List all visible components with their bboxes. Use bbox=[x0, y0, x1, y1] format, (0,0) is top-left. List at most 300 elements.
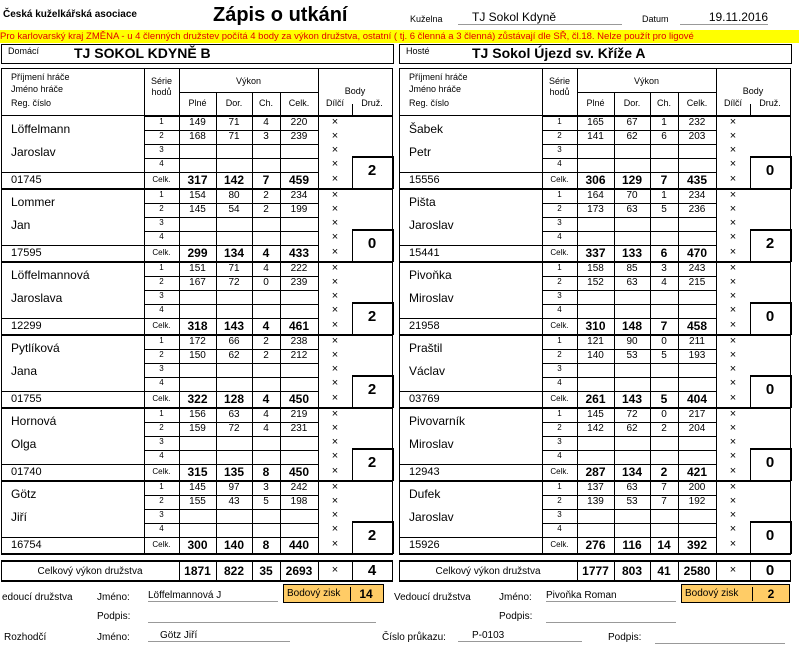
x-mark: × bbox=[331, 495, 339, 507]
grid-line bbox=[352, 375, 392, 377]
player-reg: 12943 bbox=[409, 466, 440, 478]
grid-line bbox=[750, 229, 790, 231]
grid-line bbox=[399, 553, 791, 555]
series-value: 3 bbox=[263, 482, 269, 493]
team-total-label: Celkový výkon družstva bbox=[37, 566, 143, 577]
referee-sign-line[interactable] bbox=[655, 643, 785, 644]
player-firstname: Jaroslav bbox=[409, 218, 454, 232]
grid-line bbox=[790, 448, 792, 481]
player-block bbox=[1, 335, 393, 408]
player-firstname: Jana bbox=[11, 364, 38, 378]
series-value: 70 bbox=[626, 190, 638, 201]
home-leader-label: edoucí družstva bbox=[2, 592, 73, 603]
home-score-value: 14 bbox=[350, 587, 381, 601]
player-total-value: 4 bbox=[262, 392, 270, 406]
series-value: 62 bbox=[626, 423, 638, 434]
date-label: Datum bbox=[642, 14, 669, 24]
home-team-name: TJ SOKOL KDYNĚ B bbox=[74, 45, 211, 61]
player-block bbox=[1, 481, 393, 554]
x-mark: × bbox=[331, 509, 339, 521]
series-number: 4 bbox=[557, 232, 562, 241]
referee-card[interactable]: P-0103 bbox=[458, 630, 582, 642]
x-mark: × bbox=[331, 335, 339, 347]
player-block bbox=[399, 116, 791, 189]
series-value: 203 bbox=[688, 131, 706, 142]
player-total-value: 299 bbox=[187, 246, 208, 260]
player-total-value: 7 bbox=[660, 319, 668, 333]
grid-line bbox=[399, 580, 791, 582]
x-mark: × bbox=[331, 203, 339, 215]
series-value: 4 bbox=[263, 409, 269, 420]
x-mark: × bbox=[331, 465, 339, 477]
grid-line bbox=[790, 302, 792, 335]
series-number: 1 bbox=[557, 482, 562, 491]
series-value: 234 bbox=[290, 190, 308, 201]
team-total-value: 1777 bbox=[582, 564, 609, 578]
player-surname: Šabek bbox=[409, 122, 444, 136]
x-mark: × bbox=[331, 276, 339, 288]
series-value: 145 bbox=[189, 482, 206, 493]
referee-card-label: Číslo průkazu: bbox=[382, 632, 446, 643]
firstname-header: Jméno hráče bbox=[11, 84, 64, 94]
player-total-value: 433 bbox=[288, 246, 310, 260]
grid-line bbox=[399, 68, 400, 116]
total-row-label: Celk. bbox=[550, 394, 569, 403]
grid-line bbox=[790, 156, 792, 189]
player-total-value: 143 bbox=[223, 319, 245, 333]
grid-line bbox=[750, 375, 790, 377]
series-value: 7 bbox=[661, 496, 667, 507]
series-value: 149 bbox=[189, 117, 206, 128]
player-surname: Lommer bbox=[11, 195, 56, 209]
grid-line bbox=[1, 116, 2, 189]
player-points: 2 bbox=[765, 235, 775, 252]
x-mark: × bbox=[331, 408, 339, 420]
series-value: 2 bbox=[263, 336, 269, 347]
guest-team-header bbox=[399, 44, 792, 64]
series-value: 72 bbox=[228, 423, 240, 434]
home-leader-name[interactable]: Löffelmannová J bbox=[148, 590, 278, 602]
home-score-box bbox=[283, 584, 384, 603]
x-mark: × bbox=[729, 203, 737, 215]
player-total-value: 4 bbox=[262, 246, 270, 260]
player-reg: 16754 bbox=[11, 539, 42, 551]
player-surname: Pišta bbox=[409, 195, 436, 209]
grid-line bbox=[790, 229, 792, 262]
series-value: 151 bbox=[189, 263, 206, 274]
player-firstname: Václav bbox=[409, 364, 446, 378]
grid-line bbox=[750, 448, 790, 450]
guest-leader-name-label: Jméno: bbox=[499, 592, 532, 603]
player-surname: Praštil bbox=[409, 341, 443, 355]
series-value: 232 bbox=[688, 117, 706, 128]
series-value: 239 bbox=[290, 277, 308, 288]
player-total-value: 435 bbox=[686, 173, 708, 187]
team-total-value: 803 bbox=[621, 564, 643, 578]
series-number: 1 bbox=[159, 263, 164, 272]
player-total-value: 116 bbox=[622, 538, 642, 552]
player-total-value: 5 bbox=[660, 392, 668, 406]
series-value: 198 bbox=[290, 496, 308, 507]
series-number: 4 bbox=[557, 451, 562, 460]
player-total-value: 129 bbox=[621, 173, 643, 187]
series-value: 4 bbox=[263, 263, 269, 274]
player-total-value: 322 bbox=[187, 392, 208, 406]
total-row-label: Celk. bbox=[152, 175, 171, 184]
series-value: 3 bbox=[661, 263, 667, 274]
player-reg: 12299 bbox=[11, 320, 42, 332]
series-value: 193 bbox=[688, 350, 706, 361]
home-sign-line[interactable] bbox=[148, 622, 376, 623]
series-value: 159 bbox=[189, 423, 206, 434]
total-row-label: Celk. bbox=[152, 540, 171, 549]
x-mark: × bbox=[729, 481, 737, 493]
x-mark: × bbox=[331, 564, 339, 576]
grid-line bbox=[790, 408, 791, 448]
x-mark: × bbox=[729, 173, 737, 185]
player-total-value: 315 bbox=[187, 465, 208, 479]
x-mark: × bbox=[729, 217, 737, 229]
series-value: 80 bbox=[228, 190, 240, 201]
player-total-value: 2 bbox=[660, 465, 668, 479]
grid-line bbox=[1, 318, 144, 319]
grid-line bbox=[392, 302, 394, 335]
grid-line bbox=[1, 553, 393, 555]
player-total-value: 276 bbox=[585, 538, 606, 552]
player-surname: Hornová bbox=[11, 414, 57, 428]
series-value: 4 bbox=[263, 423, 269, 434]
date-value: 19.11.2016 bbox=[680, 10, 768, 25]
x-mark: × bbox=[729, 495, 737, 507]
home-team-label: Domácí bbox=[8, 46, 40, 56]
guest-score-label: Bodový zisk bbox=[685, 588, 739, 599]
grid-line bbox=[392, 375, 394, 408]
player-surname: Dufek bbox=[409, 487, 441, 501]
x-mark: × bbox=[729, 436, 737, 448]
guest-leader-name[interactable]: Pivoňka Roman bbox=[546, 590, 676, 602]
series-value: 220 bbox=[290, 117, 308, 128]
series-number: 2 bbox=[557, 350, 562, 359]
team-points: 0 bbox=[765, 562, 775, 579]
grid-line bbox=[399, 391, 542, 392]
series-value: 0 bbox=[661, 336, 667, 347]
series-value: 200 bbox=[688, 482, 706, 493]
player-block bbox=[399, 335, 791, 408]
grid-line bbox=[790, 189, 791, 229]
series-value: 217 bbox=[688, 409, 706, 420]
series-value: 215 bbox=[688, 277, 706, 288]
home-team-header bbox=[1, 44, 394, 64]
grid-line bbox=[1, 262, 2, 335]
player-reg: 15556 bbox=[409, 174, 440, 186]
x-mark: × bbox=[331, 319, 339, 331]
player-points: 2 bbox=[367, 527, 377, 544]
series-value: 0 bbox=[263, 277, 269, 288]
total-row-label: Celk. bbox=[152, 248, 171, 257]
player-total-value: 317 bbox=[187, 173, 208, 187]
player-points: 0 bbox=[765, 381, 775, 398]
grid-line bbox=[1, 68, 2, 116]
body-header: Body bbox=[742, 86, 764, 96]
grid-line bbox=[790, 262, 791, 302]
x-mark: × bbox=[729, 144, 737, 156]
grid-line bbox=[790, 116, 791, 156]
player-firstname: Petr bbox=[409, 145, 432, 159]
player-total-value: 287 bbox=[585, 465, 606, 479]
grid-line bbox=[577, 92, 716, 93]
home-sign-label: Podpis: bbox=[97, 611, 131, 622]
player-total-value: 134 bbox=[621, 465, 643, 479]
series-number: 4 bbox=[159, 159, 164, 168]
player-total-value: 300 bbox=[187, 538, 208, 552]
reg-header: Reg. číslo bbox=[409, 98, 450, 108]
series-value: 165 bbox=[587, 117, 604, 128]
grid-line bbox=[352, 229, 392, 231]
series-value: 212 bbox=[290, 350, 308, 361]
player-total-value: 4 bbox=[262, 319, 270, 333]
x-mark: × bbox=[729, 349, 737, 361]
series-value: 97 bbox=[228, 482, 240, 493]
grid-line bbox=[1, 464, 144, 465]
guest-team-label: Hosté bbox=[406, 46, 430, 56]
player-total-value: 6 bbox=[660, 246, 668, 260]
series-value: 242 bbox=[290, 482, 308, 493]
x-mark: × bbox=[331, 538, 339, 550]
series-number: 2 bbox=[159, 350, 164, 359]
total-row-label: Celk. bbox=[550, 248, 569, 257]
player-total-value: 337 bbox=[585, 246, 606, 260]
player-firstname: Jaroslav bbox=[409, 510, 454, 524]
x-mark: × bbox=[331, 436, 339, 448]
series-number: 4 bbox=[159, 232, 164, 241]
series-value: 2 bbox=[661, 423, 667, 434]
referee-label: Rozhodčí bbox=[4, 632, 47, 643]
team-points: 4 bbox=[367, 562, 377, 579]
player-reg: 01755 bbox=[11, 393, 42, 405]
series-number: 4 bbox=[557, 524, 562, 533]
series-number: 2 bbox=[557, 496, 562, 505]
series-number: 3 bbox=[557, 291, 562, 300]
grid-line bbox=[399, 560, 791, 562]
series-number: 1 bbox=[557, 190, 562, 199]
grid-line bbox=[352, 521, 392, 523]
series-number: 3 bbox=[159, 364, 164, 373]
player-reg: 21958 bbox=[409, 320, 440, 332]
firstname-header: Jméno hráče bbox=[409, 84, 462, 94]
grid-line bbox=[399, 481, 400, 554]
celk-header: Celk. bbox=[686, 98, 708, 108]
x-mark: × bbox=[331, 481, 339, 493]
x-mark: × bbox=[729, 538, 737, 550]
grid-line bbox=[1, 172, 144, 173]
grid-line bbox=[1, 408, 2, 481]
ch-header: Ch. bbox=[656, 98, 671, 108]
series-value: 211 bbox=[689, 336, 705, 347]
series-value: 239 bbox=[290, 131, 308, 142]
player-total-value: 14 bbox=[657, 538, 671, 552]
total-row-label: Celk. bbox=[152, 394, 171, 403]
series-value: 172 bbox=[189, 336, 206, 347]
player-total-value: 143 bbox=[621, 392, 643, 406]
player-points: 0 bbox=[765, 308, 775, 325]
grid-line bbox=[1, 245, 144, 246]
ch-header: Ch. bbox=[258, 98, 273, 108]
x-mark: × bbox=[331, 144, 339, 156]
grid-line bbox=[392, 229, 394, 262]
total-row-label: Celk. bbox=[152, 321, 171, 330]
grid-line bbox=[399, 464, 542, 465]
player-reg: 03769 bbox=[409, 393, 440, 405]
series-value: 145 bbox=[587, 409, 604, 420]
series-value: 6 bbox=[661, 131, 667, 142]
referee-name[interactable]: Götz Jiří bbox=[148, 630, 290, 642]
x-mark: × bbox=[331, 523, 339, 535]
grid-line bbox=[1, 68, 392, 69]
series-number: 4 bbox=[557, 159, 562, 168]
series-number: 1 bbox=[159, 117, 164, 126]
x-mark: × bbox=[729, 363, 737, 375]
player-points: 0 bbox=[765, 527, 775, 544]
grid-line bbox=[392, 116, 393, 156]
player-reg: 01745 bbox=[11, 174, 42, 186]
series-value: 168 bbox=[189, 131, 206, 142]
series-header: Série bbox=[548, 76, 570, 86]
series-value: 63 bbox=[626, 482, 638, 493]
referee-sign-label: Podpis: bbox=[608, 632, 642, 643]
series-number: 4 bbox=[159, 524, 164, 533]
series-value: 231 bbox=[290, 423, 308, 434]
player-total-value: 148 bbox=[621, 319, 643, 333]
player-block bbox=[399, 189, 791, 262]
player-total-value: 134 bbox=[223, 246, 245, 260]
series-number: 1 bbox=[557, 263, 562, 272]
series-value: 53 bbox=[626, 350, 638, 361]
grid-line bbox=[399, 408, 400, 481]
grid-line bbox=[399, 116, 400, 189]
series-value: 155 bbox=[189, 496, 206, 507]
series-number: 4 bbox=[159, 305, 164, 314]
dilci-header: Dílčí bbox=[724, 98, 742, 108]
series-value: 142 bbox=[587, 423, 604, 434]
x-mark: × bbox=[729, 262, 737, 274]
team-total-value: 2693 bbox=[285, 564, 313, 578]
grid-line bbox=[392, 189, 393, 229]
guest-leader-label: Vedoucí družstva bbox=[394, 592, 471, 603]
team-total-value: 1871 bbox=[184, 564, 211, 578]
player-block bbox=[1, 408, 393, 481]
player-points: 2 bbox=[367, 308, 377, 325]
venue-value: TJ Sokol Kdyně bbox=[458, 10, 622, 25]
player-total-value: 404 bbox=[686, 392, 708, 406]
team-total-value: 2580 bbox=[683, 564, 711, 578]
player-total-value: 142 bbox=[223, 173, 245, 187]
page-title: Zápis o utkání bbox=[213, 4, 348, 26]
team-total-value: 35 bbox=[259, 564, 273, 578]
series-value: 137 bbox=[587, 482, 604, 493]
player-total-value: 440 bbox=[288, 538, 310, 552]
notice-banner: Pro karlovarský kraj ZMĚNA - u 4 členných družstev počítá 4 body za výkon družstva, ostatní ( tj. 6 členná a 3 členná) zůstávají dle SŘ, čl.18. Nelze použít pro ligové bbox=[0, 30, 799, 43]
x-mark: × bbox=[331, 231, 339, 243]
series-value: 158 bbox=[587, 263, 604, 274]
team-total-value: 41 bbox=[657, 564, 671, 578]
series-value: 62 bbox=[626, 131, 638, 142]
player-block bbox=[1, 262, 393, 335]
total-row-label: Celk. bbox=[550, 321, 569, 330]
series-value: 4 bbox=[263, 117, 269, 128]
player-firstname: Olga bbox=[11, 437, 37, 451]
x-mark: × bbox=[729, 523, 737, 535]
series-value: 71 bbox=[228, 263, 240, 274]
series-number: 1 bbox=[557, 409, 562, 418]
player-total-value: 261 bbox=[585, 392, 606, 406]
player-total-value: 461 bbox=[288, 319, 310, 333]
player-surname: Löffelmann bbox=[11, 122, 71, 136]
series-value: 139 bbox=[587, 496, 604, 507]
player-firstname: Jiří bbox=[11, 510, 27, 524]
plne-header: Plné bbox=[188, 98, 207, 108]
druz-header: Druž. bbox=[759, 98, 781, 108]
series-value: 156 bbox=[189, 409, 206, 420]
x-mark: × bbox=[331, 189, 339, 201]
grid-line bbox=[1, 481, 2, 554]
player-block bbox=[399, 262, 791, 335]
series-number: 3 bbox=[557, 145, 562, 154]
series-number: 2 bbox=[557, 204, 562, 213]
x-mark: × bbox=[729, 450, 737, 462]
grid-line bbox=[392, 560, 393, 582]
series-value: 5 bbox=[661, 350, 667, 361]
series-value: 43 bbox=[228, 496, 240, 507]
guest-sign-line[interactable] bbox=[546, 622, 676, 623]
x-mark: × bbox=[331, 304, 339, 316]
x-mark: × bbox=[729, 304, 737, 316]
dilci-header: Dílčí bbox=[326, 98, 344, 108]
x-mark: × bbox=[729, 422, 737, 434]
series-value: 152 bbox=[587, 277, 604, 288]
series-number: 3 bbox=[159, 145, 164, 154]
series-header: hodů bbox=[549, 87, 570, 97]
player-block bbox=[399, 481, 791, 554]
body-header: Body bbox=[344, 86, 366, 96]
team-total-label: Celkový výkon družstva bbox=[435, 566, 541, 577]
x-mark: × bbox=[331, 217, 339, 229]
home-team-panel bbox=[1, 44, 394, 580]
player-total-value: 450 bbox=[288, 465, 310, 479]
grid-line bbox=[399, 189, 400, 262]
series-value: 145 bbox=[189, 204, 206, 215]
series-value: 66 bbox=[228, 336, 240, 347]
series-value: 154 bbox=[189, 190, 206, 201]
player-points: 0 bbox=[367, 235, 377, 252]
series-number: 3 bbox=[159, 291, 164, 300]
grid-line bbox=[399, 262, 400, 335]
series-number: 3 bbox=[159, 510, 164, 519]
series-value: 63 bbox=[626, 204, 638, 215]
x-mark: × bbox=[729, 392, 737, 404]
x-mark: × bbox=[331, 246, 339, 258]
x-mark: × bbox=[331, 290, 339, 302]
guest-sign-label: Podpis: bbox=[499, 611, 533, 622]
x-mark: × bbox=[729, 189, 737, 201]
x-mark: × bbox=[729, 130, 737, 142]
player-points: 2 bbox=[367, 454, 377, 471]
series-value: 141 bbox=[587, 131, 604, 142]
grid-line bbox=[392, 335, 393, 375]
grid-line bbox=[750, 521, 790, 523]
player-surname: Pytlíková bbox=[11, 341, 60, 355]
referee-name-label: Jméno: bbox=[97, 632, 130, 643]
guest-score-box bbox=[681, 584, 790, 603]
